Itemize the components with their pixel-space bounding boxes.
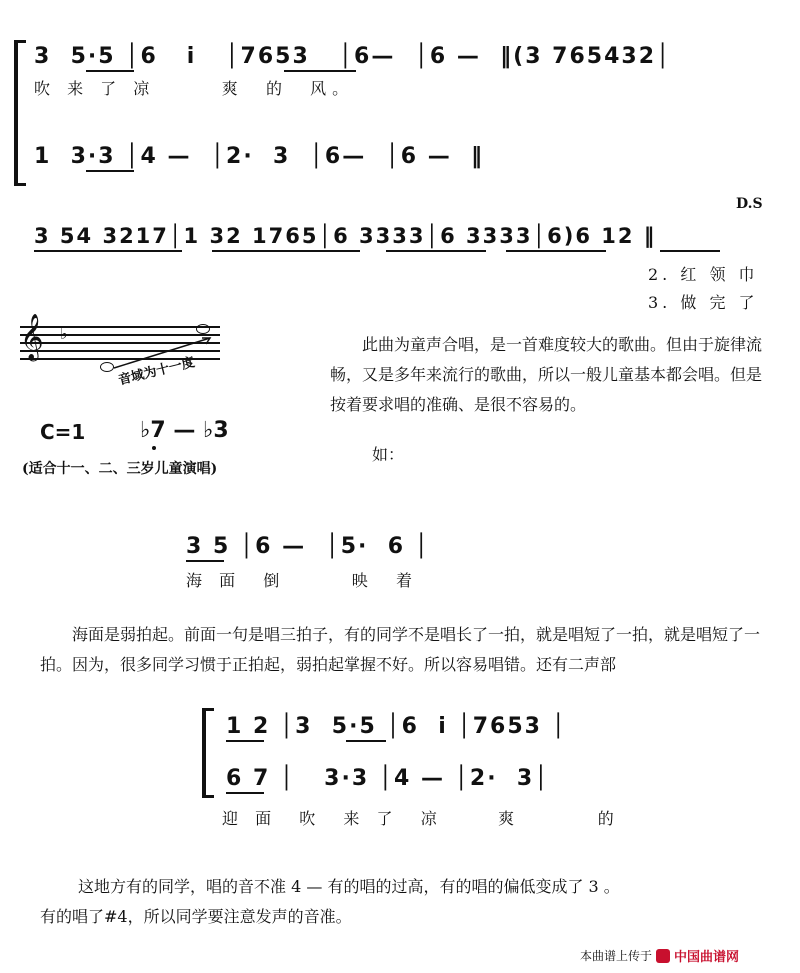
key-signature: C=1 — [40, 420, 86, 444]
underline — [506, 250, 606, 252]
system1-bottom-notes: 1 3·3 │4 — │2· 3 │6— │6 — ‖ — [34, 144, 485, 169]
range-notes: ♭7 — ♭3 — [140, 418, 229, 443]
staff-figure — [20, 314, 260, 400]
example-label: 如： — [372, 445, 405, 464]
underline — [660, 250, 720, 252]
underline — [346, 740, 386, 742]
verse2-lyric: 2. 红 领 巾 — [648, 265, 759, 284]
underline — [34, 250, 182, 252]
paragraph-3-line-1: 这地方有的同学，唱的音不准 4 — 有的唱的过高，有的唱的偏低变成了 3 。 — [78, 877, 620, 896]
footer-brand: 中国曲谱网 — [674, 950, 740, 965]
range-label: 音域为十一度 — [116, 355, 197, 389]
underline — [86, 70, 134, 72]
paragraph-3-line-2: 有的唱了#4，所以同学要注意发声的音准。 — [40, 907, 352, 926]
example1-lyrics: 海 面 倒 映 着 — [186, 571, 418, 590]
verse3-lyric: 3. 做 完 了 — [648, 293, 759, 312]
underline — [226, 740, 264, 742]
intro-paragraph: 此曲为童声合唱，是一首难度较大的歌曲。但由于旋律流畅，又是多年来流行的歌曲，所以一般儿童基本都会唱。但是按着要求唱的准确、是很不容易的。 — [330, 335, 763, 414]
paragraph-2: 海面是弱拍起。前面一句是唱三拍子，有的同学不是唱长了一拍，就是唱短了一拍，就是唱短了一拍。因为，很多同学习惯于正拍起，弱拍起掌握不好。所以容易唱错。还有二声部 — [40, 625, 761, 674]
footer-text: 本曲谱上传于 — [580, 949, 653, 963]
age-note: (适合十一、二、三岁儿童演唱) — [22, 461, 218, 477]
system1-lyrics: 吹 来 了 凉 爽 的 风。 — [34, 79, 355, 98]
note-head-high — [196, 324, 210, 334]
system2-notes: 3 54 3217│1 32 1765│6 3333│6 3333│6)6 12 ‖ — [34, 224, 657, 248]
site-logo-icon — [656, 949, 670, 963]
underline — [284, 70, 356, 72]
example2-lyrics: 迎 面 吹 来 了 凉 爽 的 — [222, 809, 620, 828]
underline — [86, 170, 134, 172]
underline — [386, 250, 486, 252]
example2-bottom-notes: 6 7 │ 3·3 │4 — │2· 3│ — [226, 766, 550, 791]
underline — [226, 792, 264, 794]
underline — [212, 250, 360, 252]
ds-mark: D.S — [736, 196, 763, 212]
footer-watermark — [580, 946, 739, 965]
example1-notes: 3 5 │6 — │5· 6 │ — [186, 534, 430, 559]
treble-clef-icon: 𝄞 — [20, 314, 44, 360]
underline — [186, 560, 224, 562]
flat-icon: ♭ — [60, 324, 68, 343]
example2-bracket — [202, 708, 214, 798]
system1-top-notes: 3 5·5 │6 i │7653 │6— │6 — ‖(3 765432│ — [34, 44, 672, 69]
example2-top-notes: 1 2 │3 5·5 │6 i │7653 │ — [226, 714, 567, 739]
low-octave-dot — [152, 446, 156, 450]
system1-bracket — [14, 40, 26, 186]
